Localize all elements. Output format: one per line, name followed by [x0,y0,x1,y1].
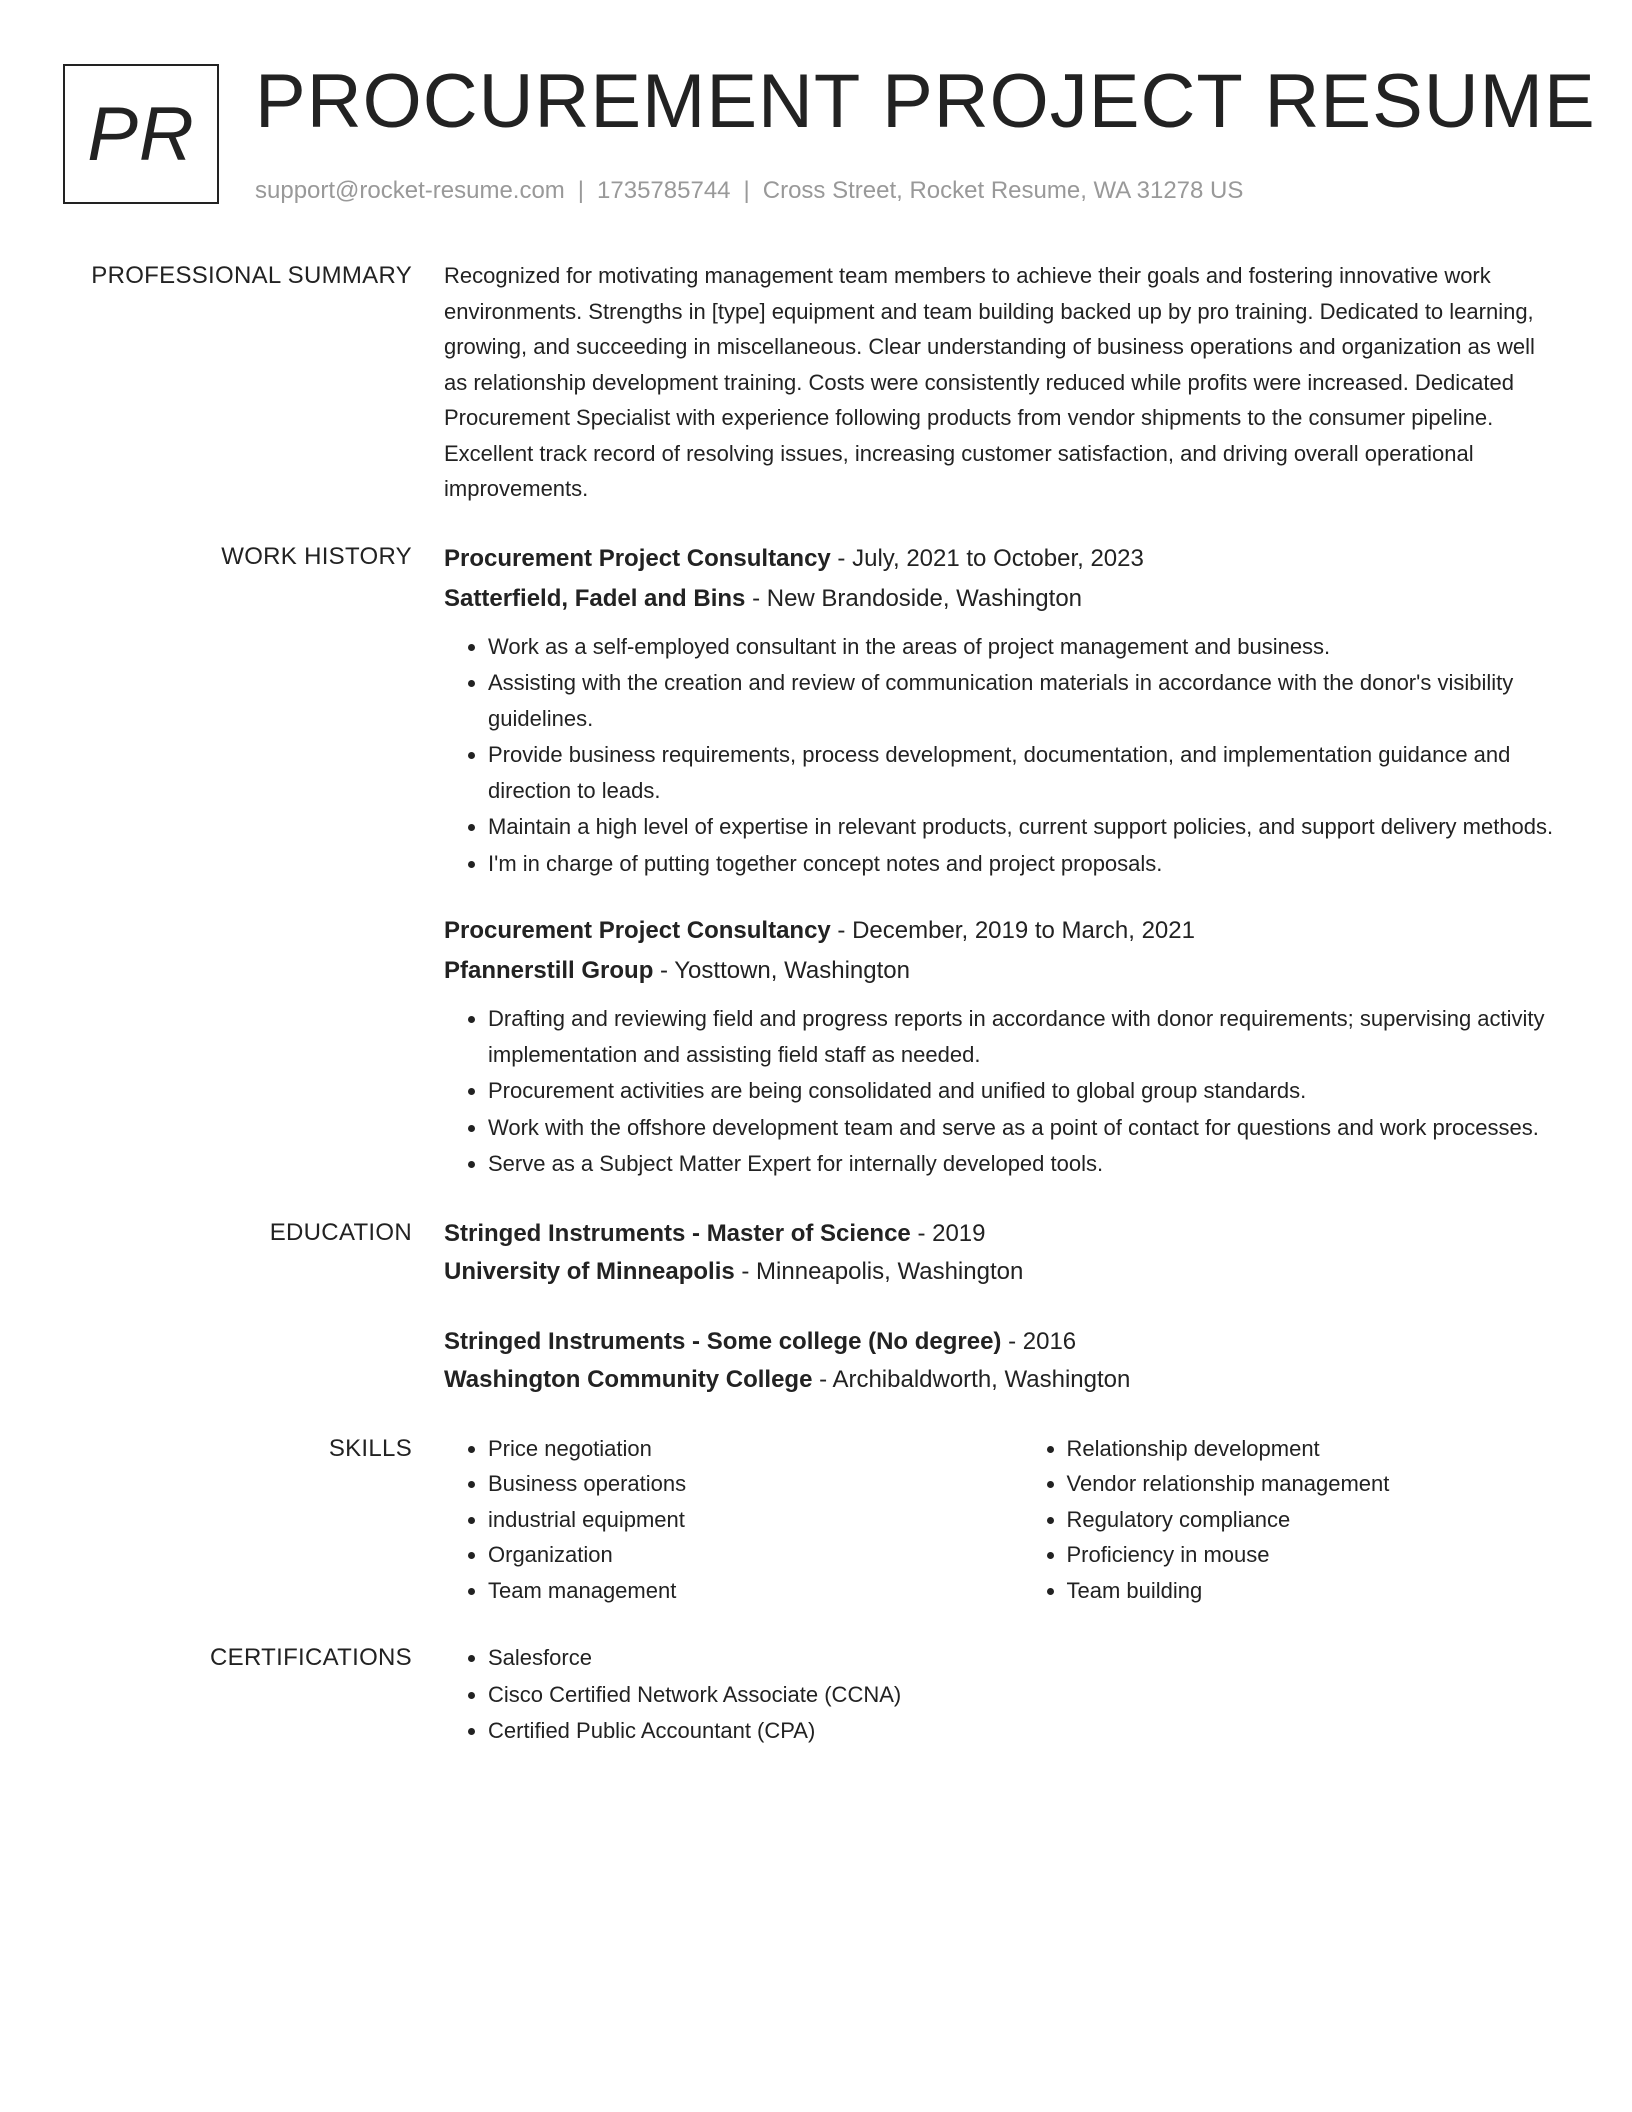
job-title-line [444,911,1556,951]
list-item: • Serve as a Subject Matter Expert for internally developed tools. [488,1146,1556,1182]
degree-line [444,1323,1556,1361]
job-dates: - July, 2021 to October, 2023 [830,544,1144,572]
section-heading: CERTIFICATIONS [210,1644,412,1671]
job-location: - New Brandoside, Washington [745,584,1083,612]
job-dates: - December, 2019 to March, 2021 [830,917,1195,944]
list-item: • Assisting with the creation and review of communication materials in accordance with the donor's visibility guidelines. [488,665,1556,736]
section-heading: SKILLS [328,1434,412,1462]
job-title: Procurement Project Consultancy [444,544,831,572]
school-line [444,1253,1556,1291]
job-company-line [444,951,1556,991]
resume-header [63,59,1596,214]
summary-text: Recognized for motivating management team members to achieve their goals and fostering innovative work environments. Strengths in [type] equipment and team building backed up by pro training. Dedicated to learning, growing, and succeeding in miscellaneous. Clear understanding of business operations and organization as well as relationship development training. Costs were consistently reduced while profits were increased. Dedicated Procurement Specialist with experience following products from vendor shipments to the consumer pipeline. Excellent track record of resolving issues, increasing customer satisfaction, and driving overall operational improvements. [444,263,1535,501]
certification-item: • Certified Public Accountant (CPA) [488,1713,1556,1750]
contact-separator: | [743,177,750,204]
school-name: University of Minneapolis [444,1257,735,1285]
section-work-history [0,539,1632,1183]
list-item: • Procurement activities are being consolidated and unified to global group standards. [488,1073,1556,1109]
section-skills [0,1431,1632,1609]
skill-item: • Team building [1067,1573,1557,1609]
job-company: Pfannerstill Group [444,957,654,984]
section-education [0,1215,1632,1399]
school-location: - Archibaldworth, Washington [812,1365,1131,1393]
section-body [444,258,1556,507]
section-heading: EDUCATION [269,1218,412,1246]
section-heading: PROFESSIONAL SUMMARY [91,262,412,289]
contact-phone: 1735785744 [597,177,731,204]
job-bullets [444,629,1556,882]
job-location: - Yosttown, Washington [653,957,910,984]
job-title: Procurement Project Consultancy [444,917,831,944]
certification-item: • Salesforce [488,1640,1556,1677]
skill-item: • Team management [488,1573,978,1609]
education-entry [444,1215,1556,1291]
list-item: • Maintain a high level of expertise in relevant products, current support policies, and support delivery methods. [488,809,1556,845]
section-certifications [0,1640,1632,1750]
contact-email[interactable]: support@rocket-resume.com [255,177,565,204]
skill-item: • Price negotiation [488,1431,978,1467]
contact-line [255,176,1243,206]
resume-content [0,258,1632,1750]
skill-item: • Relationship development [1067,1431,1557,1467]
job-company: Satterfield, Fadel and Bins [444,584,746,612]
job-company-line [444,579,1556,619]
resume-title: PROCUREMENT PROJECT RESUME [255,59,1596,144]
school-line [444,1361,1556,1399]
skills-columns [444,1431,1556,1609]
section-heading: WORK HISTORY [221,542,412,570]
skill-item: • industrial equipment [488,1502,978,1538]
section-professional-summary [0,258,1632,507]
job-entry [444,911,1556,1182]
list-item: • I'm in charge of putting together concept notes and project proposals. [488,846,1556,882]
job-bullets [444,1001,1556,1182]
list-item: • Work with the offshore development team and serve as a point of contact for questions and work processes. [488,1110,1556,1146]
list-item: • Provide business requirements, process development, documentation, and implementation guidance and direction to leads. [488,737,1556,808]
skill-item: • Regulatory compliance [1067,1502,1557,1538]
degree-year: - 2019 [910,1219,986,1247]
degree-year: - 2016 [1001,1327,1077,1355]
skill-item: • Organization [488,1537,978,1573]
degree-name: Stringed Instruments - Some college (No degree) [444,1327,1002,1355]
section-body [444,1431,1556,1609]
education-entry [444,1323,1556,1399]
list-item: • Drafting and reviewing field and progress reports in accordance with donor requirements; supervising activity implementation and assisting field staff as needed. [488,1001,1556,1072]
job-title-line [444,539,1556,579]
contact-separator: | [577,177,585,204]
skill-item: • Vendor relationship management [1067,1466,1557,1502]
degree-line [444,1215,1556,1253]
school-location: - Minneapolis, Washington [734,1257,1024,1285]
certifications-list [444,1640,1556,1750]
contact-address: Cross Street, Rocket Resume, WA 31278 US [762,177,1244,204]
degree-name: Stringed Instruments - Master of Science [444,1219,911,1247]
job-entry [444,539,1556,882]
section-body [444,1215,1556,1399]
skills-list-left [444,1431,978,1609]
skills-list-right [1023,1431,1557,1609]
school-name: Washington Community College [444,1365,813,1393]
skill-item: • Business operations [488,1466,978,1502]
list-item: • Work as a self-employed consultant in the areas of project management and business. [488,629,1556,665]
skill-item: • Proficiency in mouse [1067,1537,1557,1573]
monogram-badge: PR [63,64,219,204]
section-body [444,539,1556,1183]
section-body [444,1640,1556,1750]
certification-item: • Cisco Certified Network Associate (CCNA) [488,1677,1556,1714]
